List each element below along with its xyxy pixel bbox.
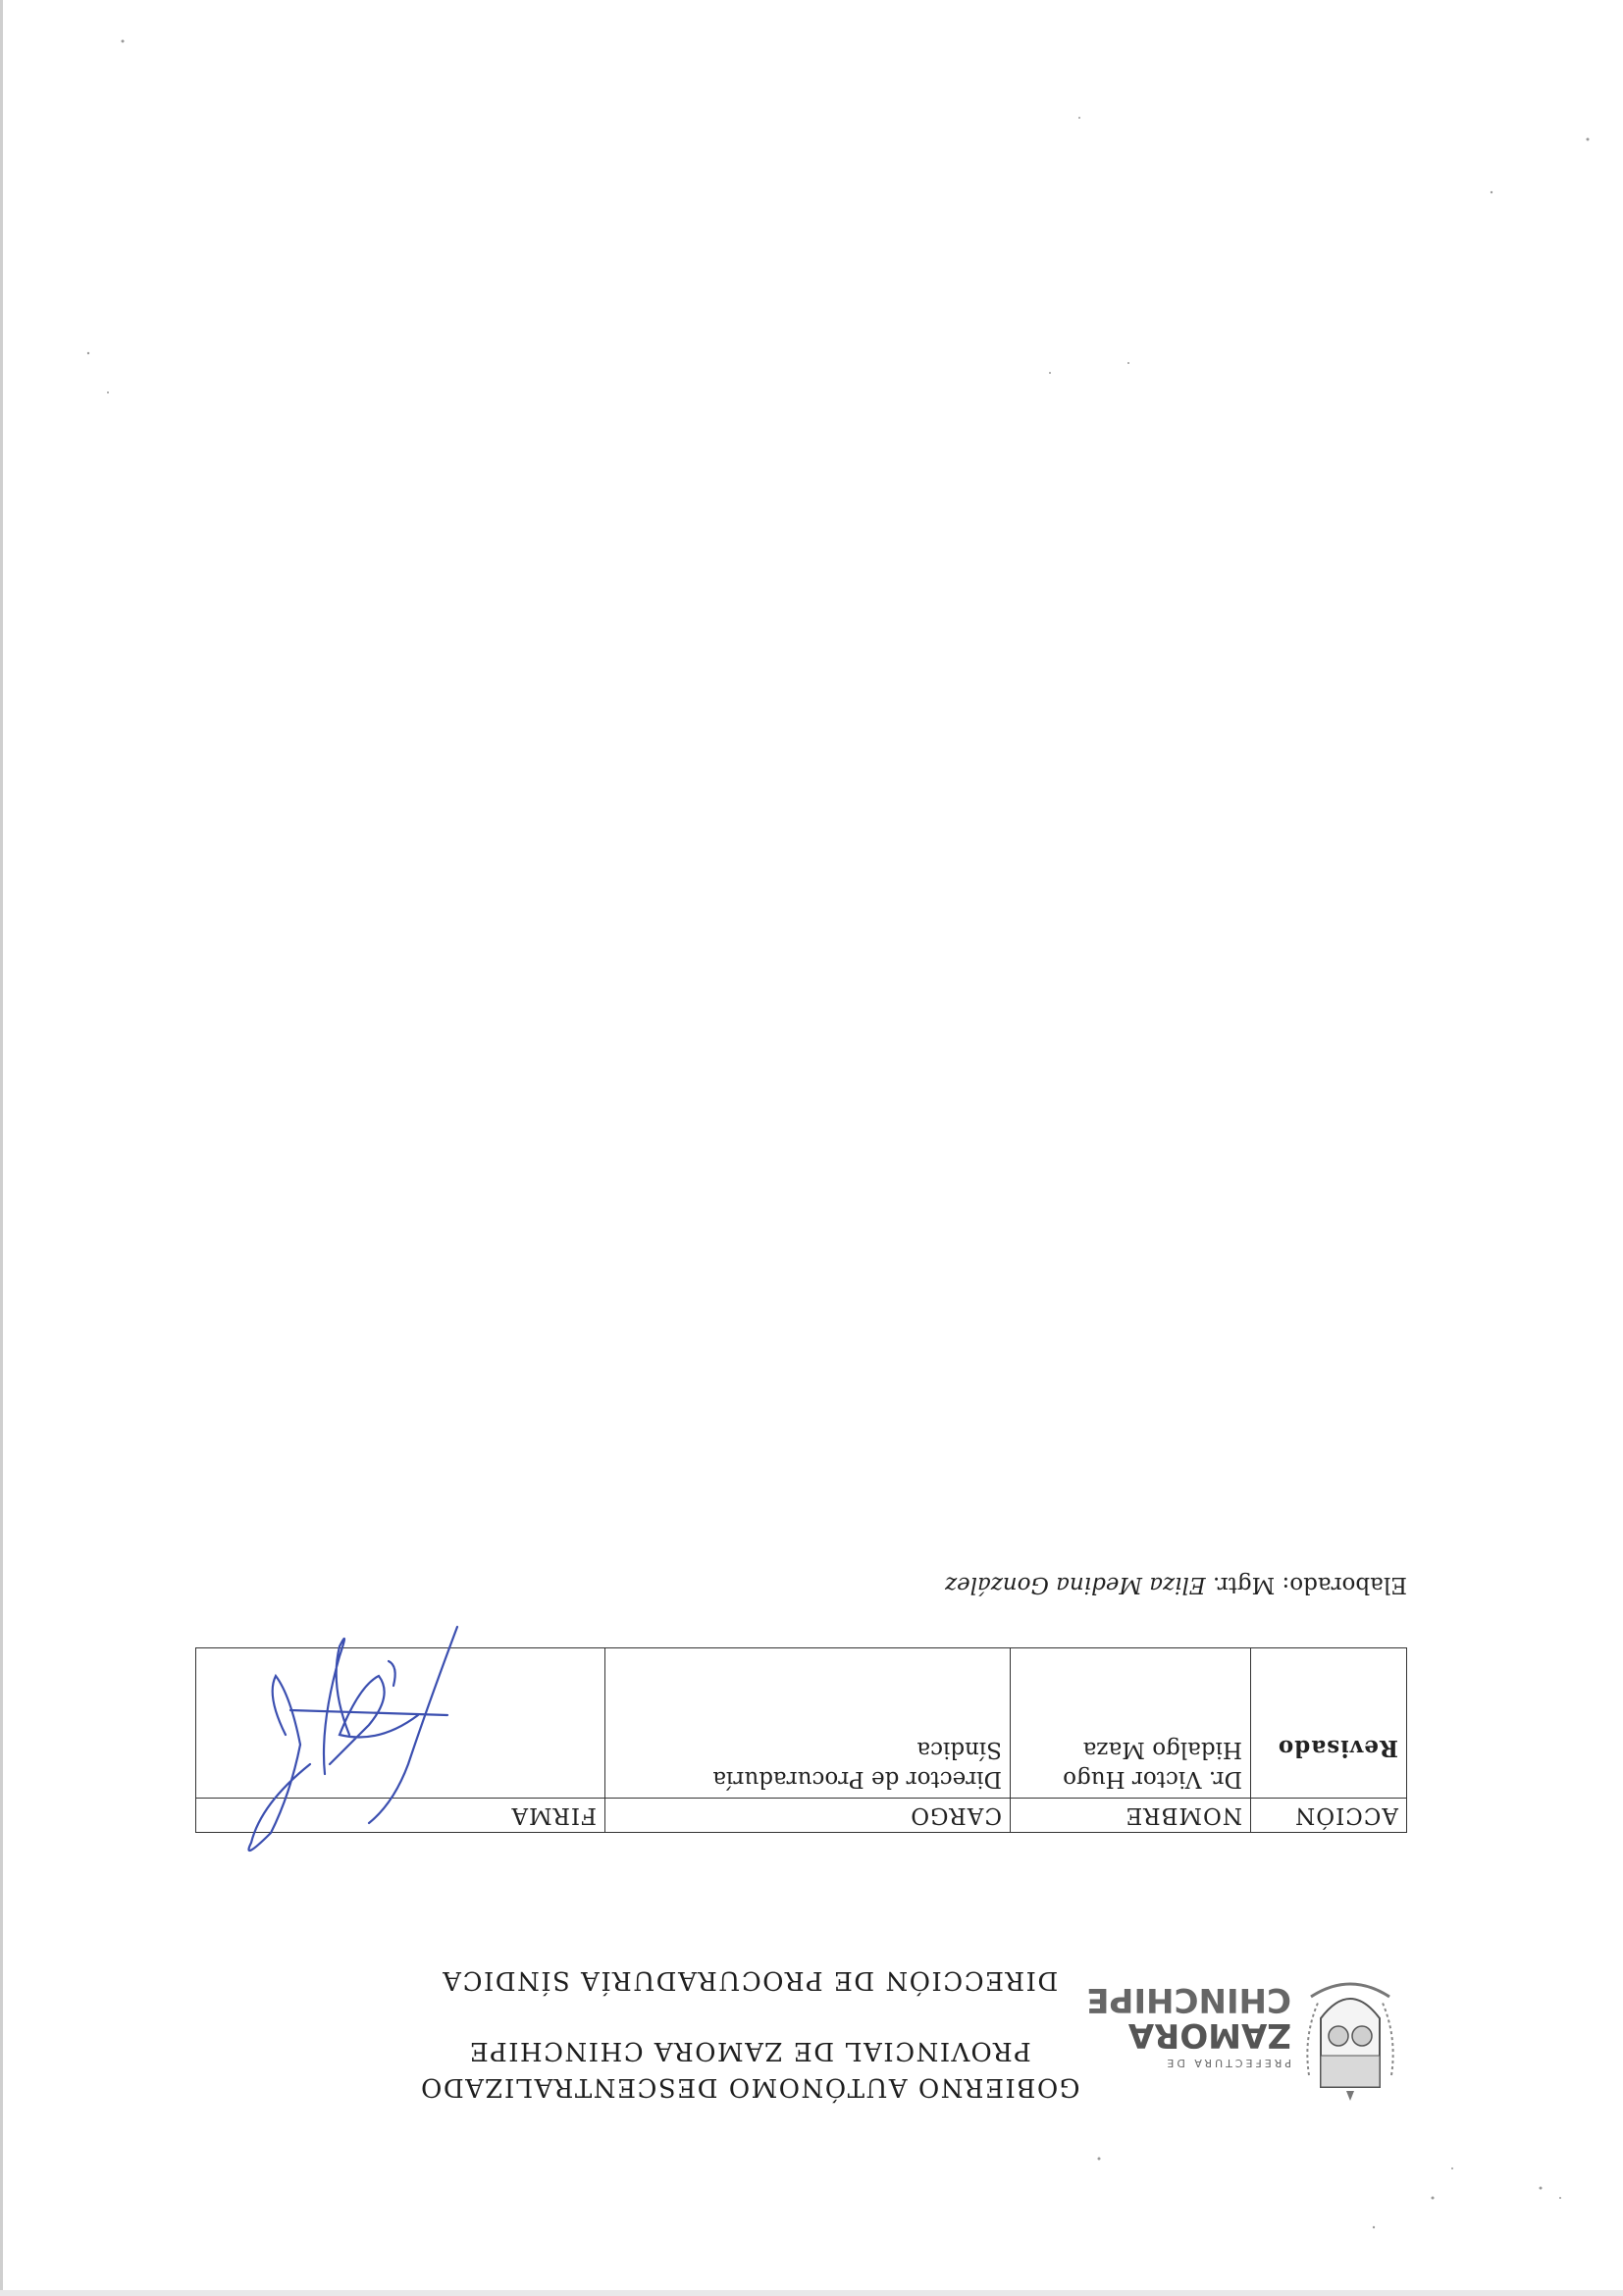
logo-text-prefectura: PREFECTURA DE: [1164, 2057, 1291, 2069]
logo-text-zamora: ZAMORA: [1127, 2015, 1291, 2055]
cargo-line2: Síndica: [916, 1737, 1002, 1762]
header-cargo: CARGO: [605, 1799, 1011, 1833]
cargo-line1: Director de Procuraduría: [712, 1766, 1002, 1792]
prefectura-logo: [1086, 1967, 1397, 2105]
elaborado-name: Eliza Medina González: [944, 1572, 1206, 1597]
nombre-line2: Hidalgo Maza: [1082, 1737, 1242, 1762]
header-nombre: NOMBRE: [1011, 1799, 1251, 1833]
organization-title-line2: PROVINCIAL DE ZAMORA CHINCHIPE: [468, 2036, 1031, 2065]
elaborado-line: [945, 1572, 1407, 1597]
cell-firma: [196, 1648, 605, 1799]
cell-cargo: [605, 1648, 1011, 1799]
cell-accion: Revisado: [1251, 1648, 1407, 1799]
nombre-line1: Dr. Victor Hugo: [1063, 1766, 1242, 1792]
handwritten-signature: [232, 1607, 487, 1882]
header-accion: ACCIÓN: [1251, 1799, 1407, 1833]
signature-table: [195, 1647, 1407, 1833]
table-row: [196, 1648, 1407, 1799]
elaborado-label: Elaborado: Mgtr.: [1212, 1572, 1407, 1597]
logo-text-chinchipe: CHINCHIPE: [1086, 1980, 1291, 2019]
document-header: [161, 1957, 1397, 2105]
organization-title-line1: GOBIERNO AUTÓNOMO DESCENTRALIZADO: [419, 2072, 1080, 2102]
organization-title: [396, 2032, 1103, 2105]
header-firma: FIRMA: [196, 1799, 605, 1833]
cell-nombre: [1011, 1648, 1251, 1799]
department-title: DIRECCIÓN DE PROCURADURÍA SÍNDICA: [441, 1965, 1059, 1995]
